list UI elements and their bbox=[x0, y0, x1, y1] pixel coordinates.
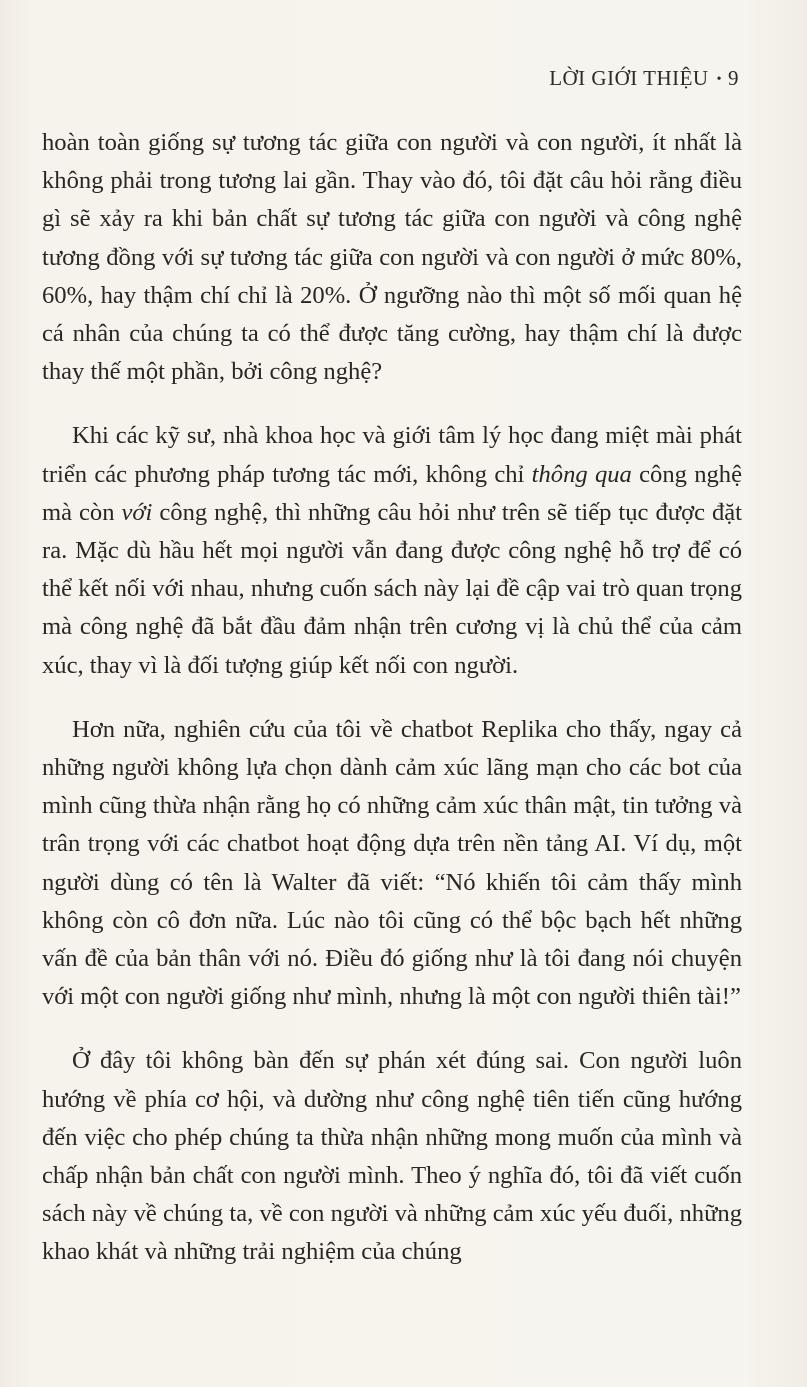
paragraph-3: Hơn nữa, nghiên cứu của tôi về chatbot Replika cho thấy, ngay cả những người không lựa chọn dành cảm xúc lãng mạn cho các bot của mình cũng thừa nhận rằng họ có những cảm xúc thân mật, tin tưởng và trân trọng với các chatbot hoạt động dựa trên nền tảng AI. Ví dụ, một người dùng có tên là Walter đã viết: “Nó khiến tôi cảm thấy mình không còn cô đơn nữa. Lúc nào tôi cũng có thể bộc bạch hết những vấn đề của bản thân với nó. Điều đó giống như là tôi đang nói chuyện với một con người giống như mình, nhưng là một con người thiên tài!” bbox=[42, 715, 742, 1011]
italic-voi: với bbox=[121, 498, 153, 526]
body-text bbox=[42, 124, 742, 1272]
paragraph-2-part-3: công nghệ, thì những câu hỏi như trên sẽ tiếp tục được đặt ra. Mặc dù hầu hết mọi người vẫn đang được công nghệ hỗ trợ để có thể kết nối với nhau, nhưng cuốn sách này lại đề cập vai trò quan trọng mà công nghệ đã bắt đầu đảm nhận trên cương vị là chủ thể của cảm xúc, thay vì là đối tượng giúp kết nối con người. bbox=[42, 498, 743, 679]
paragraph-2-part-1: Khi các kỹ sư, nhà khoa học và giới tâm lý học đang miệt mài phát triển các phương pháp tương tác mới, không chỉ bbox=[42, 422, 742, 488]
paragraph-4: Ở đây tôi không bàn đến sự phán xét đúng sai. Con người luôn hướng về phía cơ hội, và dường như công nghệ tiên tiến cũng hướng đến việc cho phép chúng ta thừa nhận những mong muốn của mình và chấp nhận bản chất con người mình. Theo ý nghĩa đó, tôi đã viết cuốn sách này về chúng ta, về con người và những cảm xúc yếu đuối, những khao khát và những trải nghiệm của chúng bbox=[42, 1047, 742, 1266]
chapter-title: LỜI GIỚI THIỆU bbox=[549, 66, 709, 90]
page-number: 9 bbox=[728, 66, 739, 90]
running-head bbox=[549, 66, 739, 91]
paragraph-1: hoàn toàn giống sự tương tác giữa con người và con người, ít nhất là không phải trong tương lai gần. Thay vào đó, tôi đặt câu hỏi rằng điều gì sẽ xảy ra khi bản chất sự tương tác giữa con người và công nghệ tương đồng với sự tương tác giữa con người và con người ở mức 80%, 60%, hay thậm chí chỉ là 20%. Ở ngưỡng nào thì một số mối quan hệ cá nhân của chúng ta có thể được tăng cường, hay thậm chí là được thay thế một phần, bởi công nghệ? bbox=[42, 129, 742, 386]
italic-thong-qua: thông qua bbox=[531, 460, 632, 488]
bullet-separator: • bbox=[716, 72, 722, 87]
paragraph-2-part-2: công nghệ mà còn bbox=[42, 460, 742, 526]
paragraph-2 bbox=[42, 417, 742, 684]
